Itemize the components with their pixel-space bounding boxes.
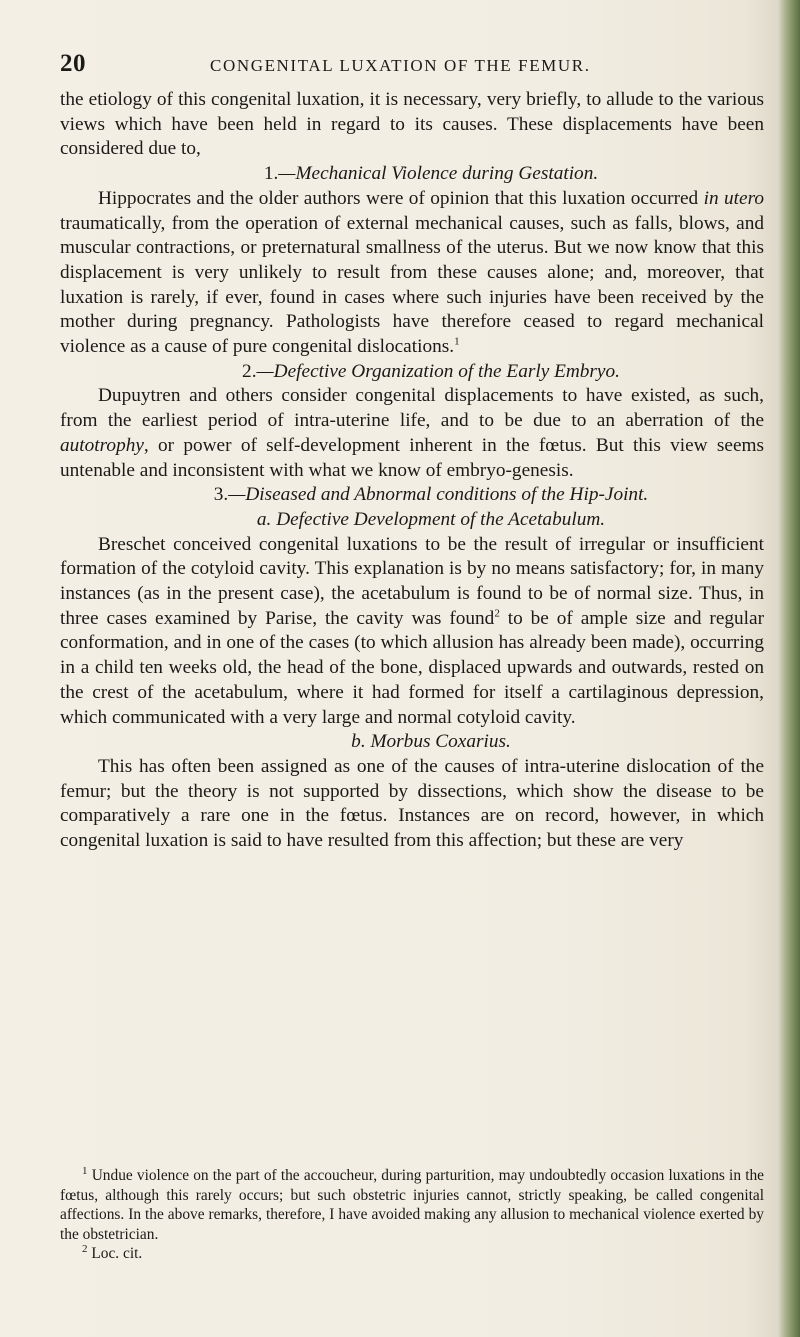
footnotes <box>60 1166 764 1264</box>
section-title: Mechanical Violence during Gestation. <box>295 163 599 185</box>
footnote-text: Undue violence on the part of the accoucheur, during parturition, may undoubtedly occasion luxations in the fœtus, although this rarely occurs; but such obstetric injuries cannot, strictly speaking, be called congenital affections. In the above remarks, therefore, I have avoided making any allusion to mechanical violence exerted by the obstetrician. <box>60 1167 764 1243</box>
paragraph-text: , or power of self-development inherent in the fœtus. But this view seems untenable and inconsistent with what we know of embryo-genesis. <box>60 434 764 481</box>
page-number: 20 <box>60 50 86 77</box>
subsection-heading-b <box>60 730 764 755</box>
section-number: 3. <box>213 484 229 506</box>
intro-paragraph: the etiology of this congenital luxation, it is necessary, very briefly, to allude to the various views which have been held in regard to its causes. These displacements have been considered due to, <box>60 89 764 160</box>
footnote-marker: 1 <box>82 1164 88 1177</box>
footnote-marker: 2 <box>82 1242 88 1255</box>
section-heading-3: 3.—Diseased and Abnormal conditions of the Hip-Joint. <box>213 484 649 506</box>
page-header <box>60 50 760 84</box>
paragraph-acetabulum <box>60 533 764 731</box>
body-text <box>60 88 764 854</box>
section-title: Diseased and Abnormal conditions of the Hip-Joint. <box>245 484 649 506</box>
subsection-heading-a <box>60 508 764 533</box>
subsection-letter: b. <box>351 731 366 753</box>
paragraph-text: to be of ample size and regular conformation, and in one of the cases (to which allusion has already been made), occurring in a child ten weeks old, the head of the bone, displaced upwards and outwards, rested on the crest of the acetabulum, where it had formed for itself a cartilaginous depression, which communicated with a very large and normal cotyloid cavity. <box>60 607 764 728</box>
section-heading-2: 2.—Defective Organization of the Early Embryo. <box>242 360 620 382</box>
italic-term: autotrophy <box>60 434 144 456</box>
paragraph-text: Hippocrates and the older authors were of opinion that this luxation occurred <box>98 187 704 209</box>
paragraph-morbus-coxarius: This has often been assigned as one of the causes of intra-uterine dislocation of the femur; but the theory is not supported by dissections, which show the disease to be comparatively a rare one in the fœtus. Instances are on record, however, in which congenital luxation is said to have resulted from this affection; but these are very <box>60 755 764 852</box>
page-edge-shadow <box>778 0 800 1337</box>
paragraph-mechanical-violence <box>60 187 764 360</box>
paragraph-text: Breschet conceived congenital luxations to be the result of irregular or insufficient formation of the cotyloid cavity. This explanation is by no means satisfactory; for, in many instances (as in the present case), the acetabulum is found to be of normal size. Thus, in three cases examined by Parise, the cavity was found <box>60 533 764 629</box>
subsection-title: Defective Development of the Acetabulum. <box>276 508 606 530</box>
running-title: CONGENITAL LUXATION OF THE FEMUR. <box>210 56 591 75</box>
section-number: 1. <box>263 163 279 185</box>
subsection-title: Morbus Coxarius. <box>370 731 511 753</box>
footnote-text: Loc. cit. <box>91 1245 143 1262</box>
paragraph-text: Dupuytren and others consider congenital displacements to have existed, as such, from the earliest period of intra-uterine life, and to be due to an aberration of the <box>60 385 764 432</box>
footnote-reference: 2 <box>494 607 500 620</box>
footnote-1 <box>60 1166 764 1244</box>
section-number: 2. <box>242 360 257 382</box>
footnote-reference: 1 <box>454 335 460 348</box>
footnote-2 <box>60 1244 764 1264</box>
section-title: Defective Organization of the Early Embryo. <box>273 360 620 382</box>
section-heading-1: 1.—Mechanical Violence during Gestation. <box>263 163 599 185</box>
subsection-letter: a. <box>256 508 272 530</box>
paragraph-defective-organization <box>60 384 764 483</box>
italic-term: in utero <box>703 187 764 209</box>
paragraph-text: traumatically, from the operation of external mechanical causes, such as falls, blows, and muscular contractions, or preternatural smallness of the uterus. But we now know that this displacement is very unlikely to result from these causes alone; and, moreover, that luxation is rarely, if ever, found in cases where such injuries have been received by the mother during pregnancy. Pathologists have therefore ceased to regard mechanical violence as a cause of pure congenital dislocations. <box>60 212 764 358</box>
